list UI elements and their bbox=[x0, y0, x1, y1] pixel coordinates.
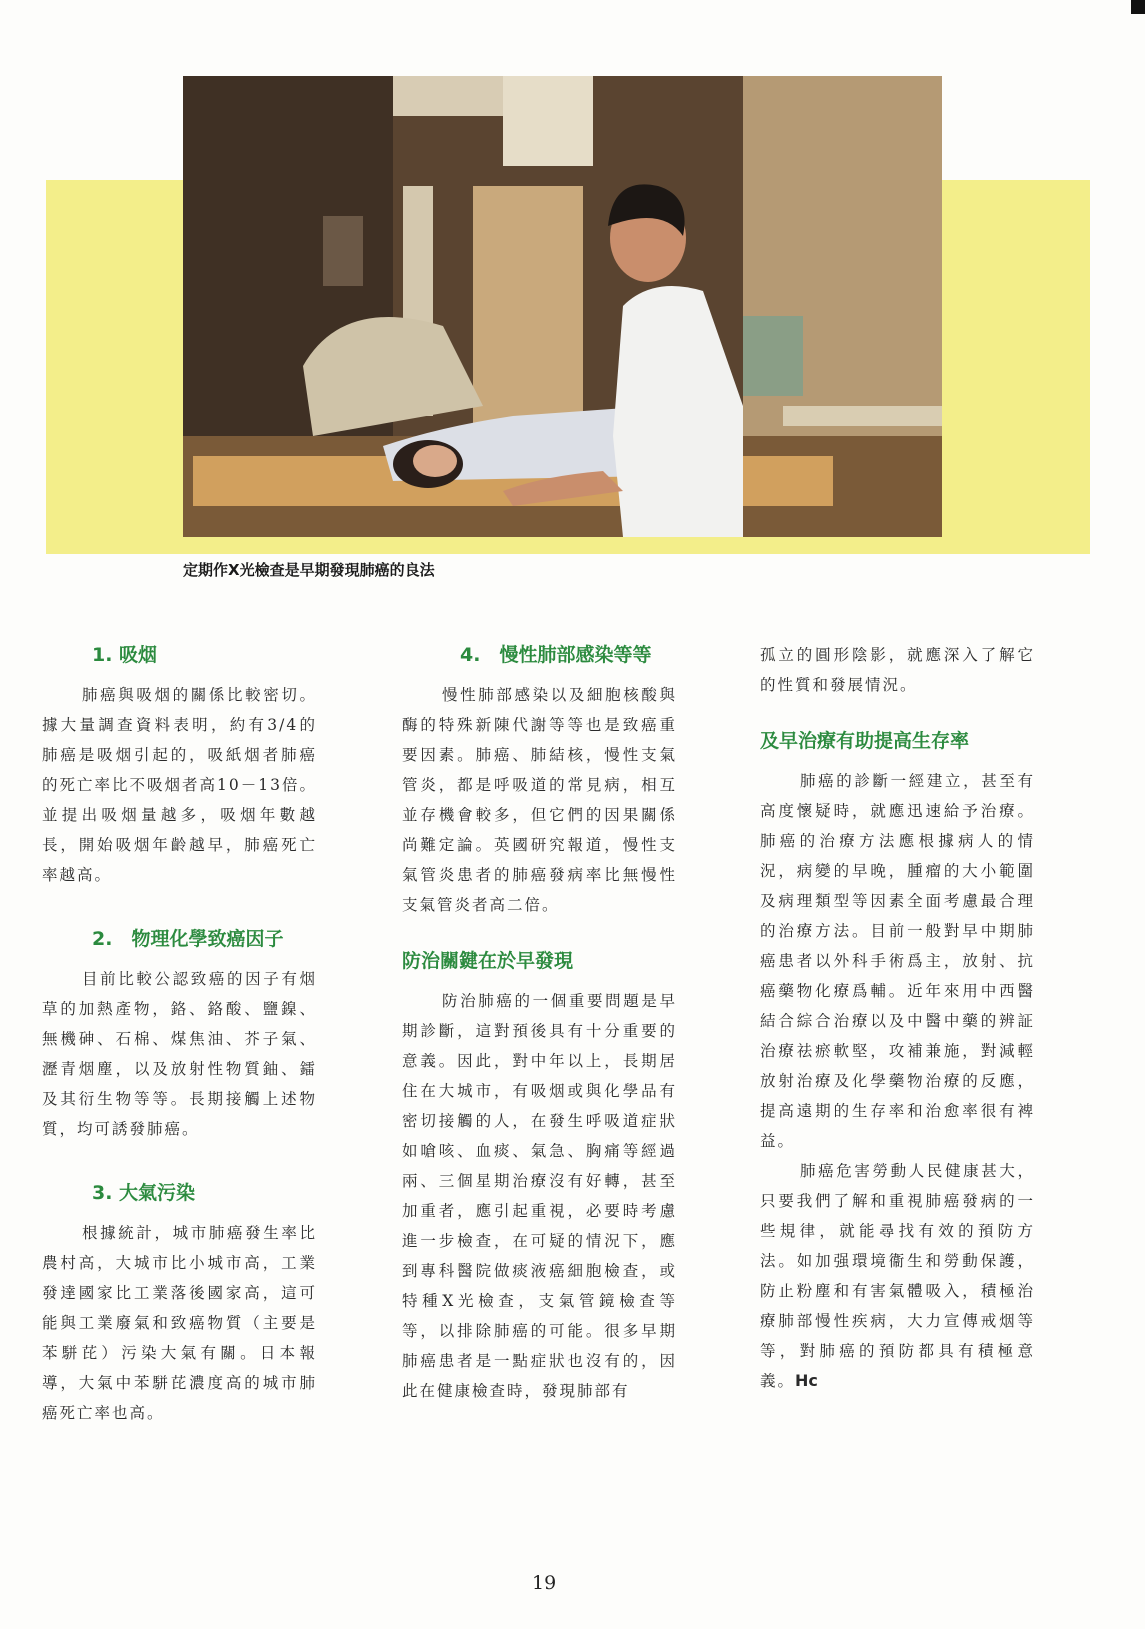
column-2 bbox=[402, 640, 677, 1406]
section-heading-chronic-infection: 4. 慢性肺部感染等等 bbox=[460, 644, 652, 666]
xray-exam-photo bbox=[183, 76, 942, 537]
paragraph-conclusion-text: 肺癌危害勞動人民健康甚大，只要我們了解和重視肺癌發病的一些規律，就能尋找有效的預防方法。如加强環境衞生和勞動保護，防止粉塵和有害氣體吸入，積極治療肺部慢性疾病，大力宣傳戒烟等等，對肺癌的預防都具有積極意義。 bbox=[760, 1162, 1035, 1390]
paragraph-early-treatment: 肺癌的診斷一經建立，甚至有高度懷疑時，就應迅速給予治療。肺癌的治療方法應根據病人的情況，病變的早晚，腫瘤的大小範圍及病理類型等因素全面考慮最合理的治療方法。目前一般對早中期肺癌患者以外科手術爲主，放射、抗癌藥物化療爲輔。近年來用中西醫結合綜合治療以及中醫中藥的辨証治療祛瘀軟堅，攻補兼施，對減輕放射治療及化學藥物治療的反應，提高遠期的生存率和治愈率很有裨益。 bbox=[760, 772, 1035, 1150]
column-3 bbox=[760, 640, 1035, 1396]
paragraph-smoking: 肺癌與吸烟的關係比較密切。據大量調查資料表明，約有3/4的肺癌是吸烟引起的，吸紙烟者肺癌的死亡率比不吸烟者高10－13倍。並提出吸烟量越多，吸烟年數越長，開始吸烟年齡越早，肺癌死亡率越高。 bbox=[42, 686, 317, 884]
section-heading-early-detection: 防治關鍵在於早發現 bbox=[402, 950, 574, 972]
corner-mark bbox=[1131, 0, 1145, 14]
section-heading-air-pollution: 3. 大氣污染 bbox=[92, 1182, 196, 1204]
paragraph-continued: 孤立的圓形陰影，就應深入了解它的性質和發展情況。 bbox=[760, 646, 1035, 694]
section-heading-early-treatment: 及早治療有助提高生存率 bbox=[760, 730, 970, 752]
photo-caption: 定期作X光檢查是早期發現肺癌的良法 bbox=[183, 561, 435, 579]
section-heading-chemical-factors: 2. 物理化學致癌因子 bbox=[92, 928, 284, 950]
paragraph-chemical-factors: 目前比較公認致癌的因子有烟草的加熱產物，鉻、鉻酸、鹽鎳、無機砷、石棉、煤焦油、芥子氣、瀝青烟塵，以及放射性物質鈾、鐳及其衍生物等等。長期接觸上述物質，均可誘發肺癌。 bbox=[42, 970, 317, 1138]
paragraph-conclusion bbox=[760, 1156, 1035, 1396]
end-mark: Hc bbox=[795, 1371, 818, 1390]
column-1 bbox=[42, 640, 317, 1428]
page-number: 19 bbox=[532, 1572, 557, 1594]
section-heading-smoking: 1. 吸烟 bbox=[92, 644, 158, 666]
paragraph-early-detection: 防治肺癌的一個重要問題是早期診斷，這對預後具有十分重要的意義。因此，對中年以上，長期居住在大城市，有吸烟或與化學品有密切接觸的人，在發生呼吸道症狀如嗆咳、血痰、氣急、胸痛等經過兩、三個星期治療沒有好轉，甚至加重者，應引起重視，必要時考慮進一步檢查，在可疑的情況下，應到專科醫院做痰液癌細胞檢查，或特種X光檢查，支氣管鏡檢查等等，以排除肺癌的可能。很多早期肺癌患者是一點症狀也沒有的，因此在健康檢查時，發現肺部有 bbox=[402, 992, 677, 1400]
paragraph-chronic-infection: 慢性肺部感染以及細胞核酸與酶的特殊新陳代謝等等也是致癌重要因素。肺癌、肺結核，慢性支氣管炎，都是呼吸道的常見病，相互並存機會較多，但它們的因果關係尚難定論。英國研究報道，慢性支氣管炎患者的肺癌發病率比無慢性支氣管炎者高二倍。 bbox=[402, 686, 677, 914]
paragraph-air-pollution: 根據統計，城市肺癌發生率比農村高，大城市比小城市高，工業發達國家比工業落後國家高，這可能與工業廢氣和致癌物質（主要是苯駢芘）污染大氣有關。日本報導，大氣中苯駢芘濃度高的城市肺癌死亡率也高。 bbox=[42, 1224, 317, 1422]
